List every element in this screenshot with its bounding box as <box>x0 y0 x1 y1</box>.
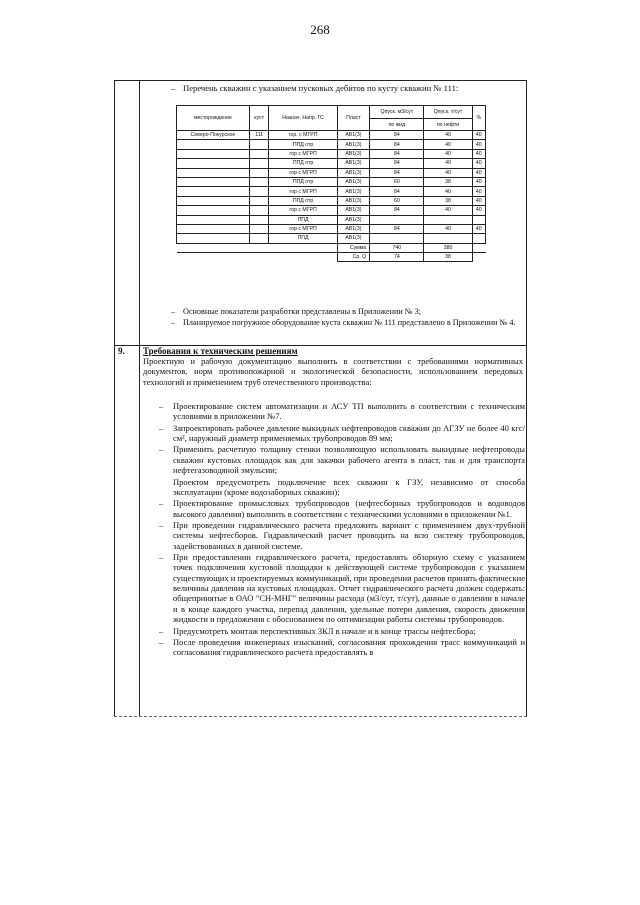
table-row <box>177 215 486 224</box>
table-cell: 60 <box>370 177 424 186</box>
table-cell: 40 <box>472 131 485 140</box>
avg-oil: 38 <box>424 253 472 262</box>
table-cell <box>370 234 424 243</box>
table-cell <box>177 149 250 158</box>
sum-oil: 380 <box>424 243 472 252</box>
table-cell <box>472 215 485 224</box>
table-cell: 111 <box>249 131 269 140</box>
table-cell: 40 <box>472 140 485 149</box>
table-row <box>177 149 486 158</box>
table-cell: Северо-Покурское <box>177 131 250 140</box>
table-cell: ППД отр <box>269 177 337 186</box>
table-cell: АВ1(3) <box>337 140 370 149</box>
table-cell: 84 <box>370 187 424 196</box>
table-cell: гор с МГРП <box>269 206 337 215</box>
table-cell: 84 <box>370 140 424 149</box>
table-cell <box>177 177 250 186</box>
table-row <box>177 234 486 243</box>
table-cell: 40 <box>424 149 472 158</box>
table-cell: ППД <box>269 215 337 224</box>
table-cell: ППД отр <box>269 159 337 168</box>
table-cell <box>177 187 250 196</box>
table-cell: АВ1(3) <box>337 224 370 233</box>
number-column <box>115 81 140 716</box>
requirement-subitem: Проектом предусмотреть подключение всех скважин к ГЗУ, независимо от способа эксплуатации (кроме водозаборных скважин); <box>173 476 525 497</box>
table-cell: гор с МГРП <box>269 149 337 158</box>
table-cell: АВ1(3) <box>337 196 370 205</box>
table-cell <box>177 196 250 205</box>
table-cell: 38 <box>424 196 472 205</box>
note-item: – Основные показатели разработки представлены в Приложении № 3; <box>171 307 422 316</box>
table-cell: 40 <box>472 177 485 186</box>
table-cell: 84 <box>370 168 424 177</box>
table-cell: 84 <box>370 206 424 215</box>
table-cell <box>177 224 250 233</box>
wells-table <box>176 105 486 262</box>
table-cell: 40 <box>424 168 472 177</box>
table-cell <box>177 168 250 177</box>
table-cell <box>249 187 269 196</box>
note-item: – Планируемое погружное оборудование куста скважин № 111 представлено в Приложении № 4. <box>171 318 516 328</box>
table-cell: ППД <box>269 234 337 243</box>
table-row <box>177 224 486 233</box>
table-cell: гор с МГРП <box>269 168 337 177</box>
subheader-oil: по нефти <box>424 119 472 131</box>
table-cell: АВ1(3) <box>337 177 370 186</box>
table-cell: АВ1(3) <box>337 206 370 215</box>
table-cell: гор. с МГРП <box>269 131 337 140</box>
wells-intro: – Перечень скважин с указанием пусковых дебитов по кусту скважин № 111: <box>171 83 459 93</box>
table-cell: 38 <box>424 177 472 186</box>
table-cell: 40 <box>424 224 472 233</box>
table-row <box>177 206 486 215</box>
table-cell <box>424 215 472 224</box>
table-cell: 84 <box>370 159 424 168</box>
table-cell <box>424 234 472 243</box>
table-cell <box>249 159 269 168</box>
table-cell: АВ1(3) <box>337 131 370 140</box>
table-cell: гор с МГРП <box>269 187 337 196</box>
table-cell: 40 <box>472 159 485 168</box>
table-cell: 40 <box>424 187 472 196</box>
table-cell <box>249 206 269 215</box>
section-title: Требования к техническим решениям <box>143 346 298 356</box>
requirement-item: – Применить расчетную толщину стенки позволяющую использовать выкидные нефтепроводы скважин кустовых площадок как для закачки рабочего агента в пласт, так и для транспорта нефтегазоводяной эмульсии; <box>159 444 525 476</box>
notes-list <box>171 307 526 330</box>
table-row <box>177 159 486 168</box>
table-cell: 40 <box>472 206 485 215</box>
page-number: 268 <box>310 22 330 37</box>
avg-liquid: 74 <box>370 253 424 262</box>
table-cell: 40 <box>472 196 485 205</box>
table-row <box>177 140 486 149</box>
table-cell <box>249 177 269 186</box>
table-cell <box>249 215 269 224</box>
table-cell <box>249 224 269 233</box>
requirement-item: – Предусмотреть монтаж перспективных ЗКЛ в начале и в конце трассы нефтесбора; <box>159 625 476 636</box>
header-layer: Пласт <box>337 106 370 131</box>
table-cell: АВ1(3) <box>337 234 370 243</box>
table-cell <box>249 149 269 158</box>
avg-label: Ср. Q <box>337 253 370 262</box>
wells-intro-text: Перечень скважин с указанием пусковых дебитов по кусту скважин № 111: <box>183 83 459 93</box>
table-cell: 60 <box>370 196 424 205</box>
table-cell: АВ1(3) <box>337 149 370 158</box>
table-cell <box>177 215 250 224</box>
table-cell: 40 <box>424 159 472 168</box>
table-cell: АВ1(3) <box>337 159 370 168</box>
table-cell: 84 <box>370 149 424 158</box>
table-cell <box>472 234 485 243</box>
header-field: месторождение <box>177 106 250 131</box>
table-cell: АВ1(3) <box>337 215 370 224</box>
table-row <box>177 168 486 177</box>
sum-label: Сумма <box>337 243 370 252</box>
table-cell <box>249 234 269 243</box>
table-row <box>177 196 486 205</box>
table-cell: 40 <box>472 224 485 233</box>
table-cell <box>249 140 269 149</box>
table-cell: 40 <box>472 149 485 158</box>
requirement-item: – Запроектировать рабочее давление выкидных нефтепроводов скважин до АГЗУ не более 40 кгс/см², наружный диаметр применяемых трубопроводов 89 мм; <box>159 422 525 444</box>
requirement-item: – При предоставлении гидравлического расчета, предоставлять обзорную схему с указанием точек подключения кустовой площадки к действующей системе трубопроводов с указанием существующих и проектируемых коммуникаций, при проведении расчетов принять фактические величины давления на кустовых площадках. Отчет гидравлического расчета должен содержать: общепринятые в ОАО "СН-МНГ" величины расхода (м3/сут, т/сут), данные о давлении в начале и в конце каждого участка, перепад давления, удельные потери давления, скорость движения жидкости и предложения с обоснованием по оптимизации работы системы трубопроводов. <box>159 552 525 625</box>
table-cell <box>177 234 250 243</box>
table-cell: 40 <box>424 206 472 215</box>
table-cell: гор с МГРП <box>269 224 337 233</box>
requirement-item: – После проведения инженерных изысканий, согласования прохождения трасс коммуникаций и согласования гидравлического расчета предоставлять в <box>159 636 525 658</box>
requirements-frame <box>114 80 527 717</box>
section-intro: Проектную и рабочую документацию выполнить в соответствии с требованиями нормативных документов, норм противопожарной и экологической безопасности, использованием передовых технологий и применением труб отечественного производства: <box>143 356 523 387</box>
table-row <box>177 187 486 196</box>
requirement-item: – При проведении гидравлического расчета предложить вариант с применением двух-трубной системы нефтесборов. Гидравлический расчет проводить на всю систему трубопроводов, задействованных в данной системе. <box>159 519 525 551</box>
table-row <box>177 177 486 186</box>
requirement-item: – Проектирование промысловых трубопроводов (нефтесборных трубопроводов и водоводов высокого давления) выполнить в соответствии с техническими условиями в приложении №1. <box>159 498 525 519</box>
requirements-list <box>159 401 525 659</box>
table-cell: ППД отр <box>269 196 337 205</box>
table-cell: 40 <box>424 140 472 149</box>
requirement-item: – Проектирование систем автоматизации и АСУ ТП выполнить в соответствии с техническим условиями в приложении №7. <box>159 401 525 422</box>
table-cell: 40 <box>424 131 472 140</box>
section-number: 9. <box>118 346 125 356</box>
header-q-oil: Qпуск. т/сут <box>424 106 472 119</box>
table-cell <box>177 140 250 149</box>
table-cell <box>177 159 250 168</box>
table-cell: ППД отр <box>269 140 337 149</box>
table-cell: 84 <box>370 224 424 233</box>
table-cell <box>249 196 269 205</box>
table-cell <box>370 215 424 224</box>
table-cell <box>177 206 250 215</box>
table-cell: 84 <box>370 131 424 140</box>
header-purpose: Назнач. Напр. ГС <box>269 106 337 131</box>
table-cell: АВ1(3) <box>337 187 370 196</box>
subheader-liquid: по жид <box>370 119 424 131</box>
sum-liquid: 740 <box>370 243 424 252</box>
table-row <box>177 131 486 140</box>
header-q-liquid: Qпуск. м3/сут <box>370 106 424 119</box>
header-pad: куст <box>249 106 269 131</box>
table-cell: АВ1(3) <box>337 168 370 177</box>
table-cell: 40 <box>472 168 485 177</box>
header-percent: % <box>472 106 485 131</box>
table-cell <box>249 168 269 177</box>
table-cell: 40 <box>472 187 485 196</box>
